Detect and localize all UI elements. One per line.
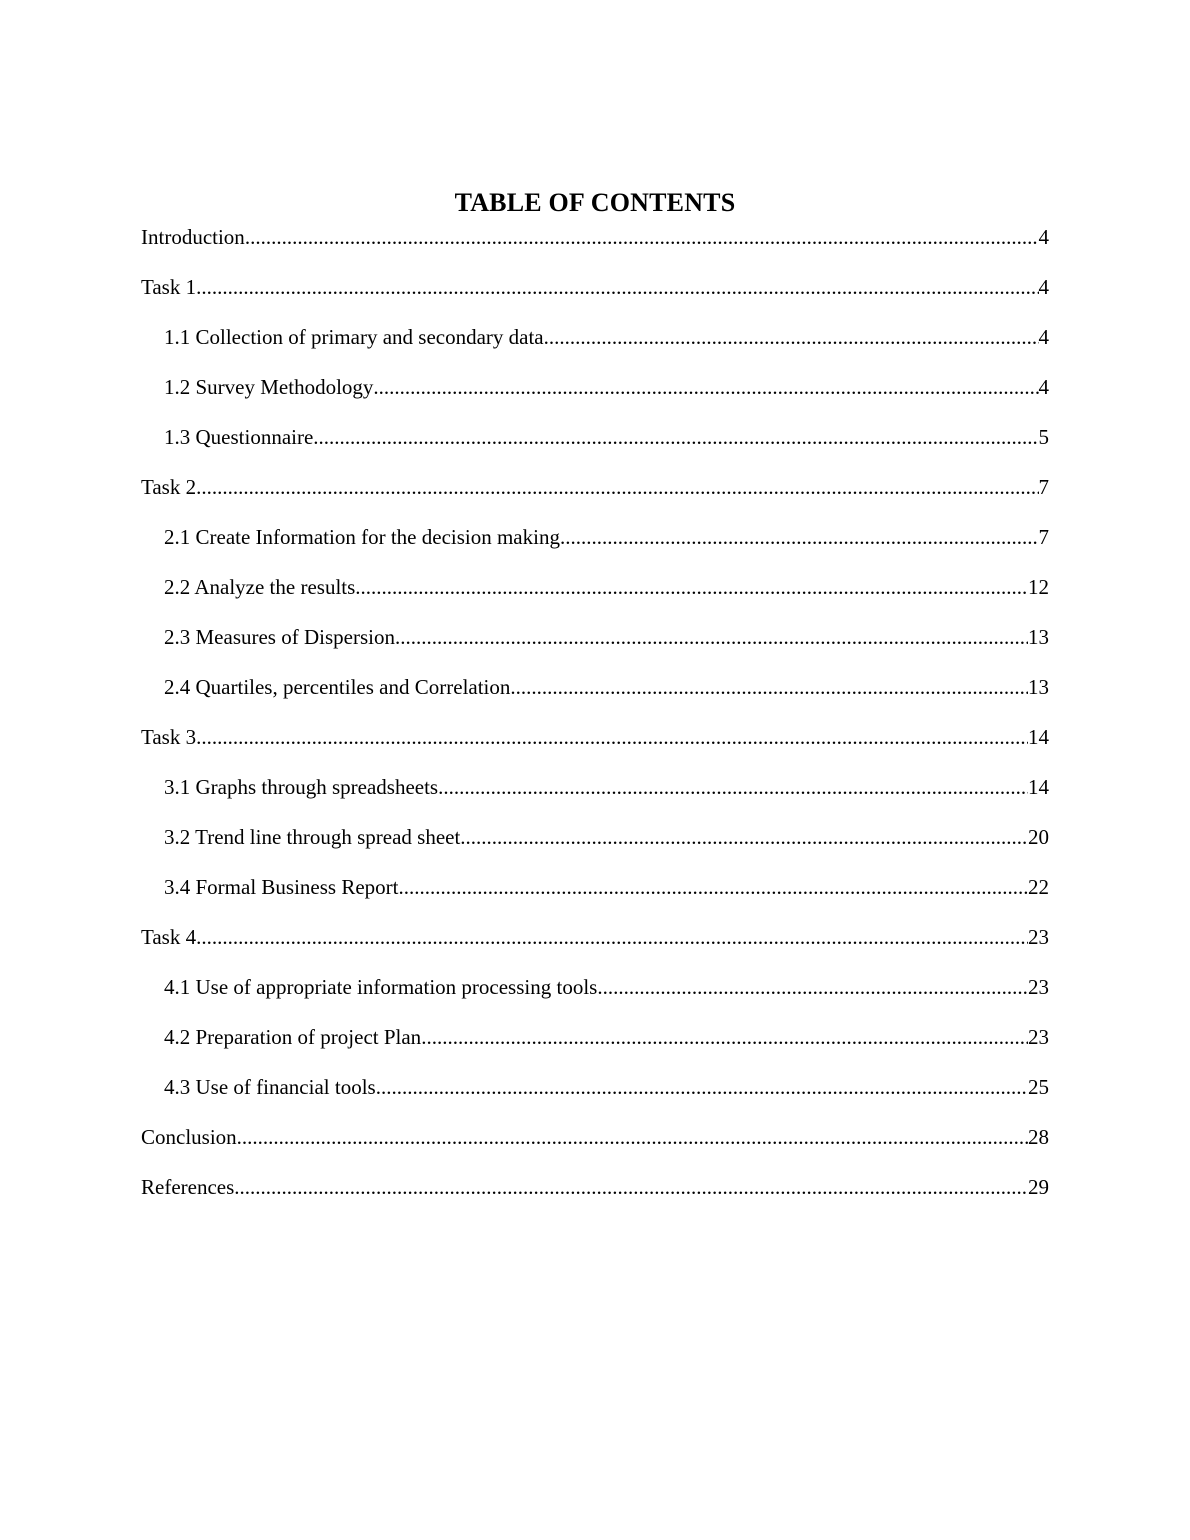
toc-dot-leader <box>196 272 1038 302</box>
toc-entry-label: 2.4 Quartiles, percentiles and Correlation <box>164 675 511 699</box>
toc-entry-label: 1.2 Survey Methodology <box>164 375 374 399</box>
toc-dot-leader <box>245 222 1039 252</box>
toc-entry-task-1[interactable] <box>141 272 1049 322</box>
toc-dot-leader <box>560 522 1039 552</box>
toc-page-number: 23 <box>1028 925 1049 949</box>
toc-page-number: 13 <box>1028 675 1049 699</box>
toc-entry-label: 1.3 Questionnaire <box>164 425 314 449</box>
toc-dot-leader <box>313 422 1038 452</box>
toc-entry-task-3[interactable] <box>141 722 1049 772</box>
toc-list <box>141 222 1049 1222</box>
toc-entry-label: 2.2 Analyze the results <box>164 575 356 599</box>
toc-dot-leader <box>597 972 1028 1002</box>
toc-entry-references[interactable] <box>141 1172 1049 1222</box>
toc-entry-label: 3.4 Formal Business Report <box>164 875 399 899</box>
toc-entry-2-2[interactable] <box>141 572 1049 622</box>
toc-entry-label: Introduction <box>141 225 245 249</box>
toc-entry-1-1[interactable] <box>141 322 1049 372</box>
toc-page-number: 4 <box>1038 275 1049 299</box>
toc-entry-1-2[interactable] <box>141 372 1049 422</box>
toc-entry-label: Task 1 <box>141 275 197 299</box>
toc-entry-2-1[interactable] <box>141 522 1049 572</box>
toc-entry-label: 2.1 Create Information for the decision making <box>164 525 560 549</box>
toc-page-number: 23 <box>1028 1025 1049 1049</box>
toc-page-number: 28 <box>1028 1125 1049 1149</box>
toc-title: TABLE OF CONTENTS <box>454 188 736 217</box>
toc-entry-4-3[interactable] <box>141 1072 1049 1122</box>
toc-dot-leader <box>438 772 1028 802</box>
toc-dot-leader <box>234 1172 1028 1202</box>
toc-entry-label: 2.3 Measures of Dispersion <box>164 625 395 649</box>
toc-entry-label: Task 4 <box>141 925 197 949</box>
toc-dot-leader <box>196 472 1038 502</box>
toc-dot-leader <box>355 572 1028 602</box>
toc-page-number: 20 <box>1028 825 1049 849</box>
toc-page-number: 14 <box>1028 725 1049 749</box>
toc-entry-label: Conclusion <box>141 1125 237 1149</box>
toc-page-number: 4 <box>1038 225 1049 249</box>
toc-entry-task-4[interactable] <box>141 922 1049 972</box>
toc-entry-label: 3.1 Graphs through spreadsheets <box>164 775 439 799</box>
toc-page-number: 25 <box>1028 1075 1049 1099</box>
toc-dot-leader <box>196 922 1028 952</box>
toc-page-number: 7 <box>1038 525 1049 549</box>
toc-entry-2-4[interactable] <box>141 672 1049 722</box>
toc-page-number: 4 <box>1038 375 1049 399</box>
toc-entry-task-2[interactable] <box>141 472 1049 522</box>
toc-entry-3-1[interactable] <box>141 772 1049 822</box>
toc-dot-leader <box>373 372 1038 402</box>
toc-entry-1-3[interactable] <box>141 422 1049 472</box>
toc-dot-leader <box>510 672 1028 702</box>
toc-page-number: 12 <box>1028 575 1049 599</box>
toc-page-number: 4 <box>1038 325 1049 349</box>
toc-entry-label: Task 2 <box>141 475 197 499</box>
toc-page-number: 22 <box>1028 875 1049 899</box>
toc-page-number: 29 <box>1028 1175 1049 1199</box>
toc-entry-label: Task 3 <box>141 725 197 749</box>
toc-entry-label: 4.3 Use of financial tools <box>164 1075 376 1099</box>
toc-page-number: 7 <box>1038 475 1049 499</box>
toc-entry-2-3[interactable] <box>141 622 1049 672</box>
toc-entry-3-2[interactable] <box>141 822 1049 872</box>
toc-entry-introduction[interactable] <box>141 222 1049 272</box>
toc-dot-leader <box>544 322 1039 352</box>
toc-entry-label: 1.1 Collection of primary and secondary data <box>164 325 544 349</box>
toc-dot-leader <box>421 1022 1028 1052</box>
toc-dot-leader <box>196 722 1028 752</box>
toc-dot-leader <box>376 1072 1028 1102</box>
toc-page-number: 13 <box>1028 625 1049 649</box>
toc-dot-leader <box>460 822 1028 852</box>
toc-entry-4-1[interactable] <box>141 972 1049 1022</box>
toc-page-number: 5 <box>1038 425 1049 449</box>
toc-page-number: 23 <box>1028 975 1049 999</box>
toc-page-number: 14 <box>1028 775 1049 799</box>
toc-dot-leader <box>237 1122 1028 1152</box>
toc-entry-label: 4.1 Use of appropriate information processing tools <box>164 975 598 999</box>
toc-entry-3-4[interactable] <box>141 872 1049 922</box>
toc-entry-label: 3.2 Trend line through spread sheet <box>164 825 461 849</box>
toc-entry-label: 4.2 Preparation of project Plan <box>164 1025 422 1049</box>
toc-dot-leader <box>399 872 1029 902</box>
toc-entry-4-2[interactable] <box>141 1022 1049 1072</box>
toc-entry-label: References <box>141 1175 235 1199</box>
toc-dot-leader <box>395 622 1028 652</box>
toc-entry-conclusion[interactable] <box>141 1122 1049 1172</box>
